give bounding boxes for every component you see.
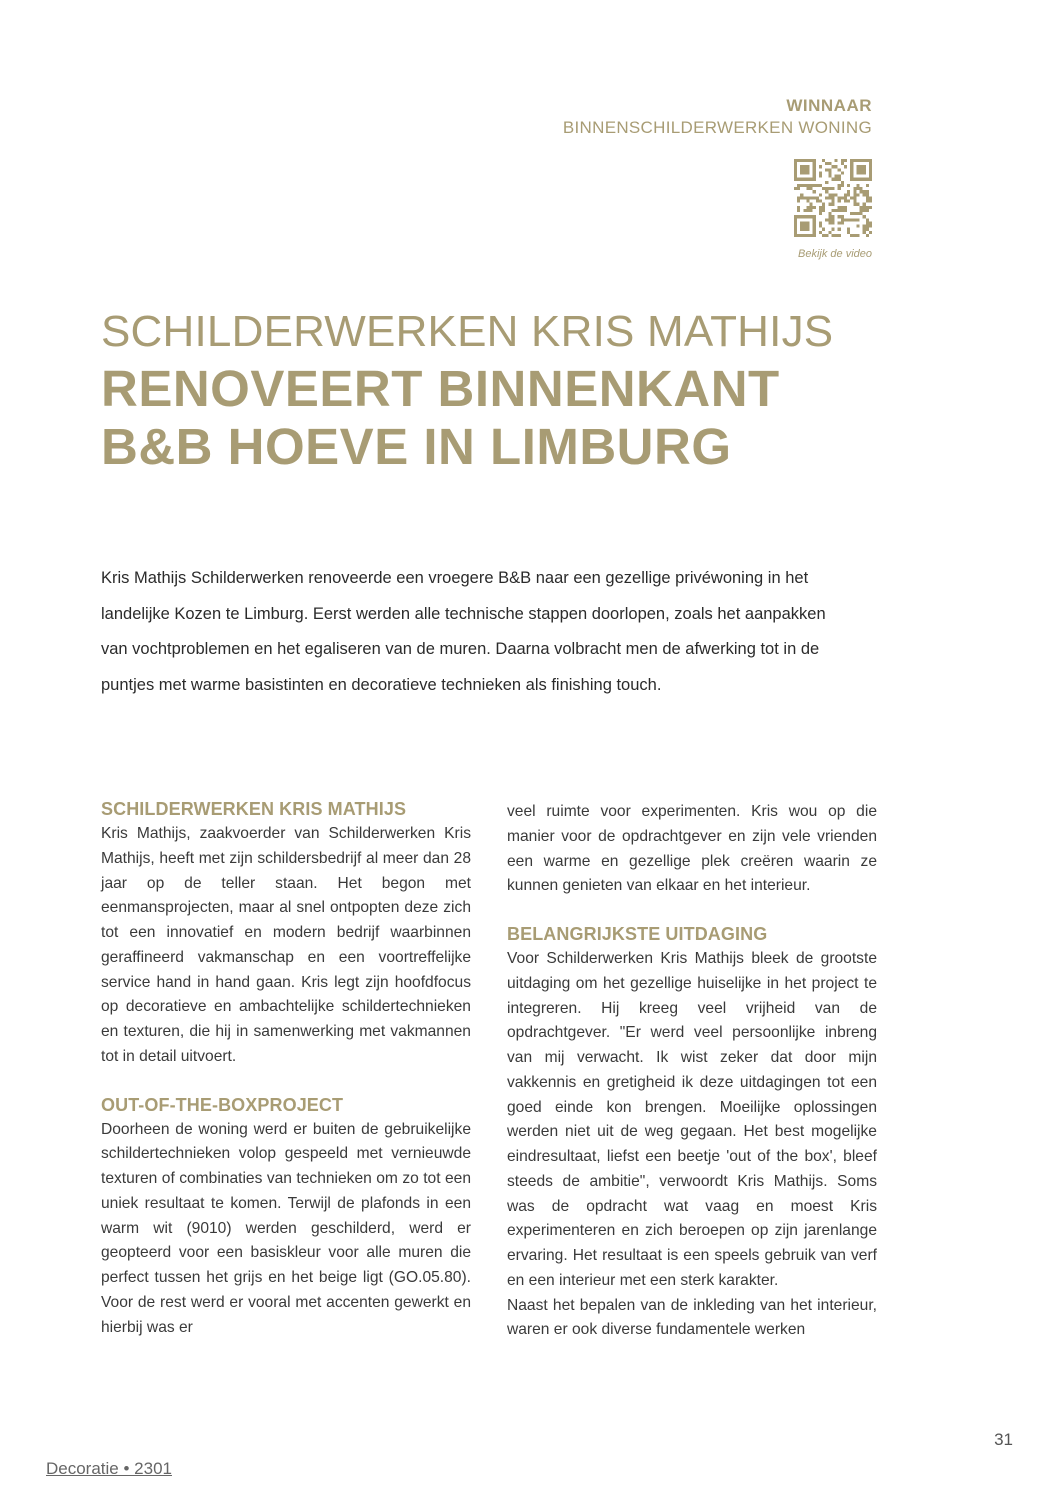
- left-column: [101, 796, 471, 1340]
- article-title: [101, 304, 921, 476]
- qr-caption: Bekijk de video: [798, 248, 872, 260]
- right-column: [507, 800, 877, 1343]
- award-label: WINNAAR: [786, 96, 872, 115]
- title-line-1: SCHILDERWERKEN KRIS MATHIJS: [101, 307, 834, 356]
- paragraph-closing: Naast het bepalen van de inkleding van het interieur, waren er ook diverse fundamentele werken: [507, 1296, 877, 1339]
- lead-paragraph: Kris Mathijs Schilderwerken renoveerde een vroegere B&B naar een gezellige privéwoning in het landelijke Kozen te Limburg. Eerst werden alle technische stappen doorlopen, zoals het aanpakken van vochtproblemen en het egaliseren van de muren. Daarna volbracht men de afwerking tot in de puntjes met warme basistinten en decoratieve technieken als finishing touch.: [101, 569, 826, 694]
- page-number: 31: [994, 1430, 1013, 1449]
- paragraph-company: Kris Mathijs, zaakvoerder van Schilderwerken Kris Mathijs, heeft met zijn schildersbedrijf al meer dan 28 jaar op de teller staan. Het begon met eenmansprojecten, maar al snel ontpopten deze zich tot een innovatief en modern bedrijf waarbinnen geraffineerd vakmanschap en een voortreffelijke service hand in hand gaan. Kris legt zijn hoofdfocus op decoratieve en ambachtelijke schildertechnieken en texturen, die hij in samenwerking met vakmannen tot in detail uitvoert.: [101, 825, 471, 1065]
- section-heading-project: OUT-OF-THE-BOXPROJECT: [101, 1094, 344, 1115]
- award-category: BINNENSCHILDERWERKEN WONING: [562, 118, 872, 137]
- title-line-2: RENOVEERT BINNENKANT: [101, 360, 780, 417]
- section-heading-company: SCHILDERWERKEN KRIS MATHIJS: [101, 799, 407, 819]
- paragraph-continued: veel ruimte voor experimenten. Kris wou op die manier voor de opdrachtgever en zijn vele vrienden een warme en gezellige plek creëren waarin ze kunnen genieten van elkaar en het interieur.: [507, 803, 877, 895]
- qr-code-icon[interactable]: [794, 159, 872, 237]
- award-block: [563, 95, 872, 139]
- section-heading-challenge: BELANGRIJKSTE UITDAGING: [507, 924, 768, 944]
- paragraph-project: Doorheen de woning werd er buiten de gebruikelijke schildertechnieken volop gespeeld met vernieuwde texturen of combinaties van technieken om zo tot een uniek resultaat te komen. Terwijl de plafonds in een warm wit (9010) werden geschilderd, werd er geopteerd voor een basiskleur voor alle muren die perfect tussen het grijs en het beige ligt (GO.05.80). Voor de rest werd er vooral met accenten gewerkt en hierbij was er: [101, 1120, 471, 1336]
- publication-footer: Decoratie • 2301: [46, 1459, 172, 1478]
- paragraph-challenge: Voor Schilderwerken Kris Mathijs bleek de grootste uitdaging om het gezellige huiselijke in het project te integreren. Hij kreeg veel vrijheid van de opdrachtgever. "Er werd veel persoonlijke inbreng van mij verwacht. Ik wist zeker dat door mijn vakkennis en gretigheid ik deze uitdagingen tot een goed einde kon brengen. Moeilijke oplossingen werden niet uit de weg gegaan. Het best mogelijke eindresultaat, liefst een beetje 'out of the box', bleef steeds de ambitie", verwoordt Kris Mathijs. Soms was de opdracht wat vaag en moest Kris experimenteren en zich beroepen op zijn jarenlange ervaring. Het resultaat is een speels gebruik van verf en een interieur met een sterk karakter.: [507, 950, 877, 1289]
- title-line-3: B&B HOEVE IN LIMBURG: [101, 418, 732, 475]
